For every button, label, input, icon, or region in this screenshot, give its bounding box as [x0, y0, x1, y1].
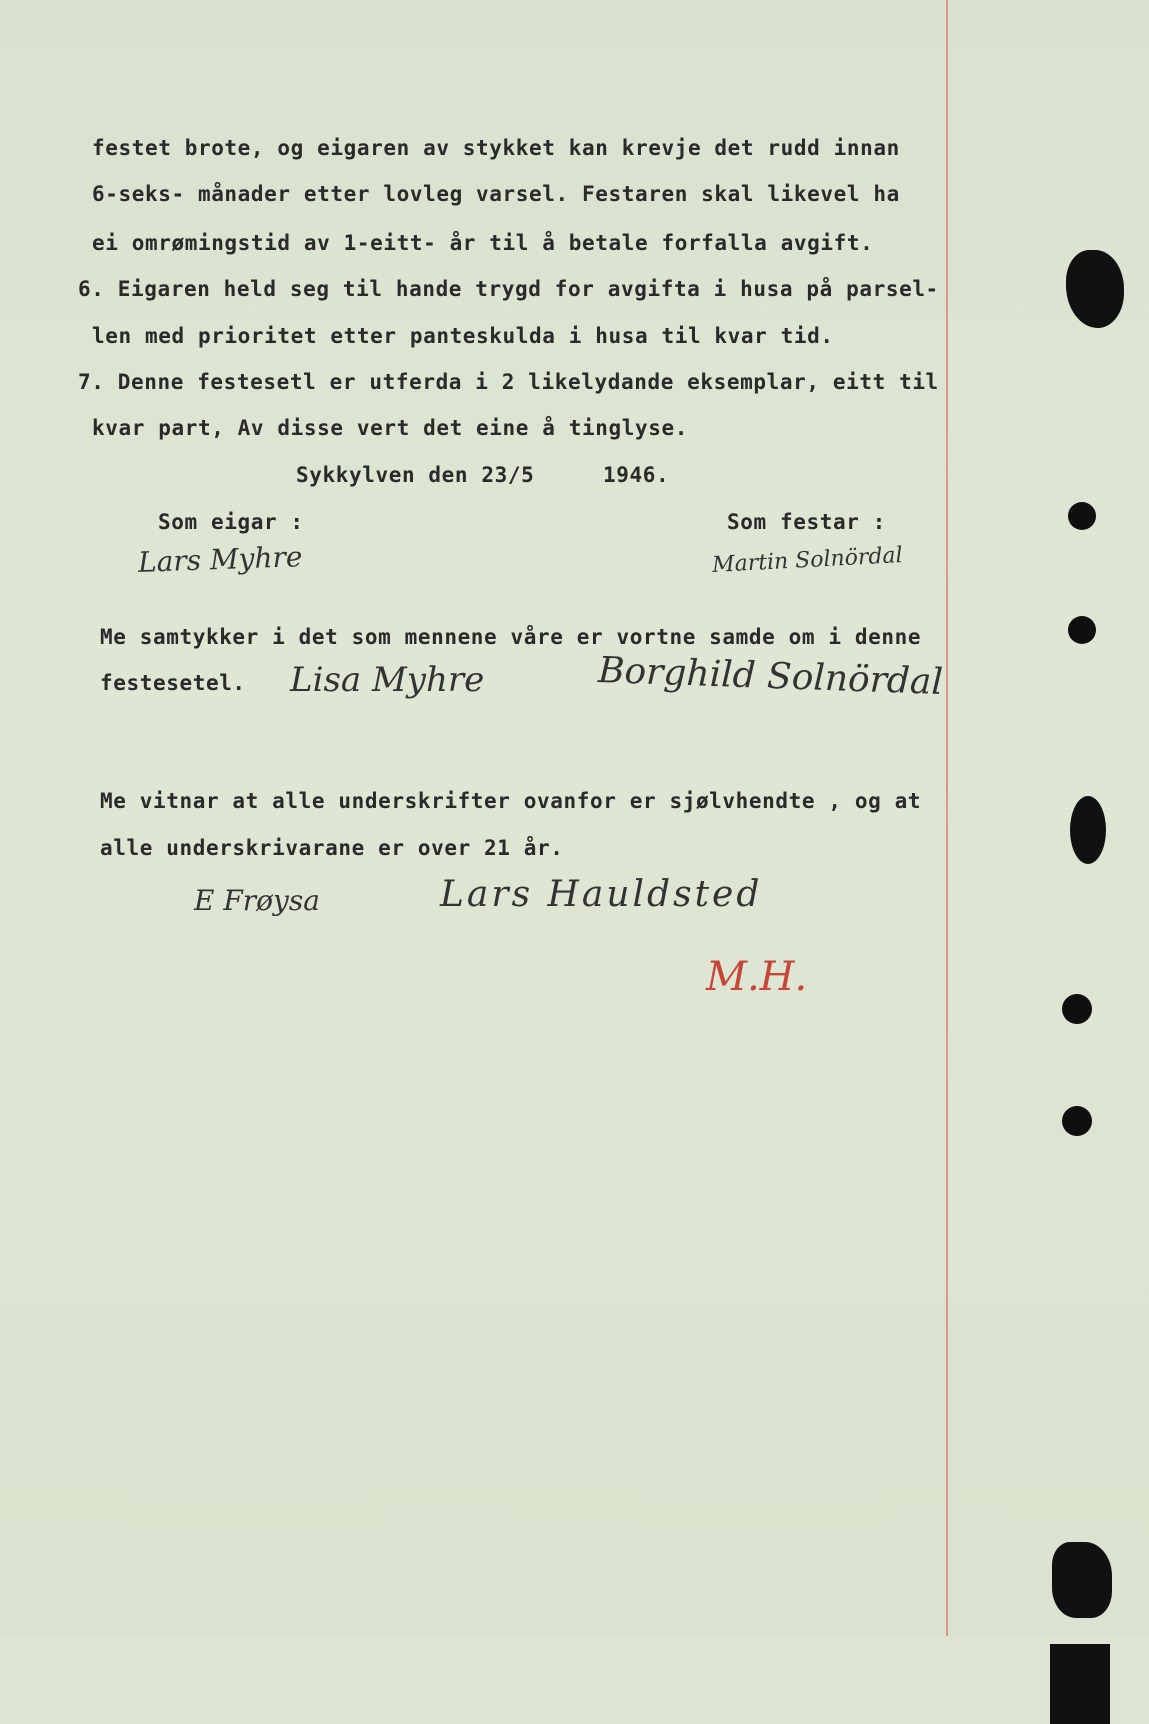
binding-blot-bottom: [1050, 1644, 1110, 1724]
witness-signature-2: Lars Hauldsted: [440, 874, 763, 915]
consent-signature-1: Lisa Myhre: [290, 660, 485, 700]
witness-line-1: Me vitnar at alle underskrifter ovanfor er sjølvhendte , og at: [100, 789, 922, 813]
text-line-3: ei omrømingstid av 1-eitt- år til å betale forfalla avgift.: [92, 231, 874, 255]
year: 1946.: [603, 463, 670, 487]
tenant-label: Som festar :: [727, 510, 886, 534]
binding-hole-2: [1068, 616, 1096, 644]
text-line-7: kvar part, Av disse vert det eine å tinglyse.: [92, 416, 688, 440]
red-initials: M.H.: [706, 954, 808, 1000]
text-line-1: festet brote, og eigaren av stykket kan krevje det rudd innan: [92, 136, 900, 160]
owner-signature: Lars Myhre: [137, 540, 303, 579]
binding-hole-3: [1062, 994, 1092, 1024]
tenant-signature: Martin Solnördal: [711, 543, 904, 578]
text-line-5: len med prioritet etter panteskulda i husa til kvar tid.: [92, 324, 834, 348]
text-line-6: 7. Denne festesetl er utferdа i 2 likelydande eksemplar, eitt til: [78, 370, 939, 394]
place-date: Sykkylven den 23/5: [296, 463, 535, 487]
witness-signature-1: E Frøysa: [194, 884, 320, 917]
binding-hole-1: [1068, 502, 1096, 530]
red-margin-line: [946, 0, 948, 1636]
consent-line-2: festesetel.: [100, 671, 246, 695]
consent-line-1: Me samtykker i det som mennene våre er vortne samde om i denne: [100, 625, 922, 649]
binding-blot-middle: [1070, 796, 1106, 864]
owner-label: Som eigar :: [158, 510, 304, 534]
text-line-2: 6-seks- månader etter lovleg varsel. Festaren skal likevel ha: [92, 182, 900, 206]
consent-signature-2: Borghild Solnördal: [597, 649, 944, 704]
binding-hole-4: [1062, 1106, 1092, 1136]
witness-line-2: alle underskrivarane er over 21 år.: [100, 836, 564, 860]
text-line-4: 6. Eigaren held seg til hande trygd for avgifta i husa på parsel-: [78, 277, 939, 301]
binding-blot-lower: [1052, 1542, 1112, 1618]
binding-blot-top: [1066, 250, 1124, 328]
